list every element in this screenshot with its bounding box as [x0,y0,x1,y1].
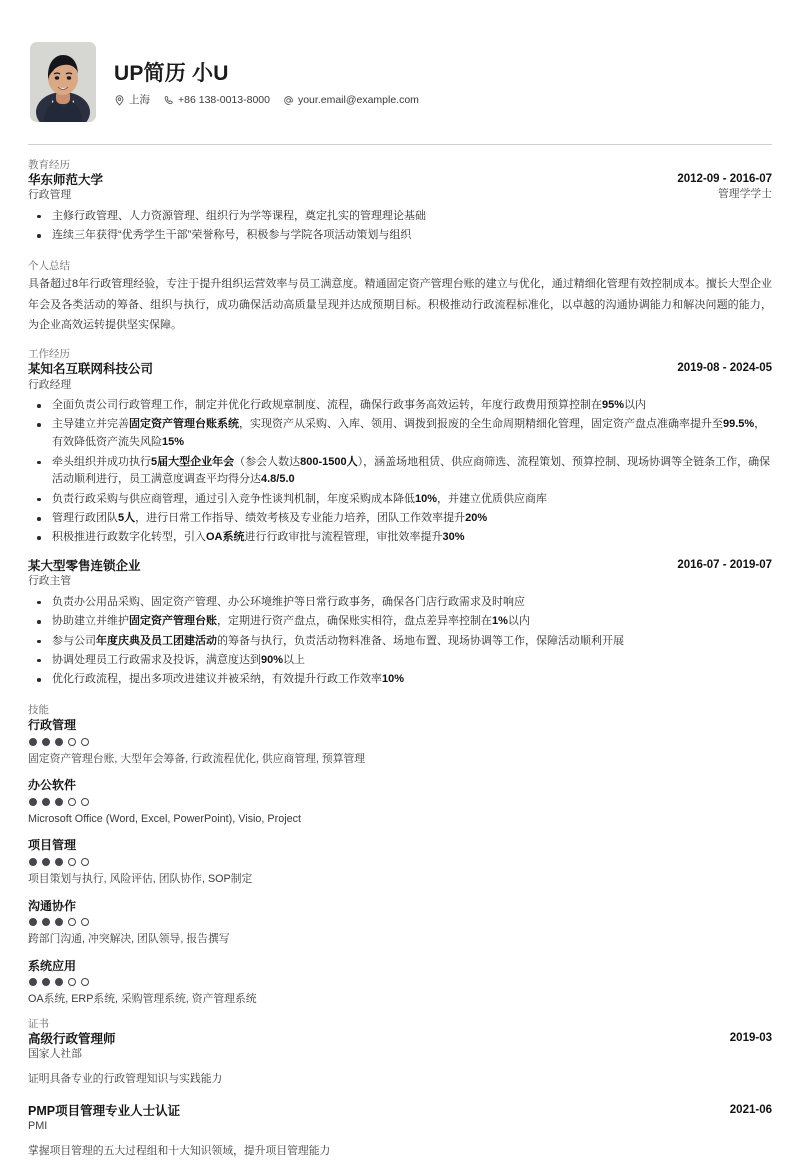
section-label-work: 工作经历 [28,348,70,361]
list-item: 全面负责公司行政管理工作，制定并优化行政规章制度、流程，确保行政事务高效运转，年度行政费用预算控制在95%以内 [28,397,772,415]
skill-item [28,717,772,767]
list-item: 牵头组织并成功执行5届大型企业年会（参会人数达800-1500人），涵盖场地租赁、供应商筛选、流程策划、预算控制、现场协调等全链条工作，确保活动顺利进行，员工满意度调查平均得分达4.8/5.0 [28,454,772,490]
work-date: 2019-08 - 2024-05 [677,362,772,375]
certificate-entry [28,1103,772,1160]
work-bullets [28,594,772,689]
education-degree: 管理学学士 [718,188,772,201]
work-company: 某大型零售连锁企业 [28,559,141,574]
skill-item [28,898,772,948]
resume-header [24,42,776,122]
certificate-entry [28,1031,772,1088]
skill-dot [29,858,37,866]
work-title: 行政经理 [28,378,72,391]
skill-dot [29,798,37,806]
certificate-date: 2021-06 [729,1103,772,1116]
email-at-icon [283,95,294,106]
list-item: 协助建立并维护固定资产管理台账，定期进行资产盘点，确保账实相符，盘点差异率控制在1%以内 [28,613,772,631]
section-education [24,159,776,245]
certificate-issuer: 国家人社部 [28,1048,82,1061]
skill-dot [42,978,50,986]
skill-dot [81,798,89,806]
skill-item [28,837,772,887]
skill-dot [55,798,63,806]
skill-name: 系统应用 [28,958,77,973]
section-label-skills: 技能 [28,704,49,717]
contact-phone-value: +86 138-0013-8000 [178,94,270,107]
list-item: 积极推进行政数字化转型，引入OA系统进行行政审批与流程管理，审批效率提升30% [28,529,772,547]
list-item: 协调处理员工行政需求及投诉，满意度达到90%以上 [28,652,772,670]
skill-name: 项目管理 [28,838,77,853]
skill-item [28,777,772,827]
skill-description: Microsoft Office (Word, Excel, PowerPoint), Visio, Project [28,812,302,825]
skill-description: OA系统, ERP系统, 采购管理系统, 资产管理系统 [28,993,257,1006]
section-summary [24,260,776,335]
section-label-education: 教育经历 [28,159,70,171]
skill-dot [81,978,89,986]
skill-dot [81,858,89,866]
skill-dot [68,798,76,806]
phone-icon [163,95,174,106]
skill-dot [29,978,37,986]
work-company: 某知名互联网科技公司 [28,362,154,377]
skill-description: 固定资产管理台账, 大型年会筹备, 行政流程优化, 供应商管理, 预算管理 [28,752,366,765]
skill-dot [42,918,50,926]
education-entry [28,172,772,245]
skill-level-dots [29,978,772,986]
skill-description: 项目策划与执行, 风险评估, 团队协作, SOP制定 [28,872,253,885]
work-title: 行政主管 [28,575,72,588]
skill-level-dots [29,918,772,926]
skill-dot [29,738,37,746]
certificate-title: PMP项目管理专业人士认证 [28,1103,181,1118]
list-item: 管理行政团队5人，进行日常工作指导、绩效考核及专业能力培养，团队工作效率提升20% [28,510,772,528]
skill-dot [42,858,50,866]
certificate-title: 高级行政管理师 [28,1031,116,1046]
skill-dot [81,738,89,746]
section-label-summary: 个人总结 [28,260,70,273]
work-entry-2 [28,558,772,689]
skill-description: 跨部门沟通, 冲突解决, 团队领导, 报告撰写 [28,932,230,945]
skill-dot [55,918,63,926]
skill-level-dots [29,798,772,806]
section-label-certificates: 证书 [28,1017,49,1030]
work-date: 2016-07 - 2019-07 [677,559,772,572]
contact-email-value: your.email@example.com [297,94,419,107]
list-item: 优化行政流程，提出多项改进建议并被采纳，有效提升行政工作效率10% [28,671,772,689]
contact-list [114,95,419,106]
list-item: 参与公司年度庆典及员工团建活动的筹备与执行，负责活动物料准备、场地布置、现场协调等工作，保障活动顺利开展 [28,633,772,651]
skill-dot [55,978,63,986]
work-bullets [28,397,772,547]
skill-name: 行政管理 [28,718,77,733]
list-item: 负责行政采购与供应商管理，通过引入竞争性谈判机制，年度采购成本降低10%，并建立优质供应商库 [28,491,772,509]
skill-dot [55,738,63,746]
contact-phone [163,95,270,106]
skill-level-dots [29,858,772,866]
skill-dot [68,918,76,926]
education-major: 行政管理 [28,189,72,202]
certificate-description: 证明具备专业的行政管理知识与实践能力 [28,1072,223,1085]
location-pin-icon [114,95,125,106]
contact-email [283,95,419,106]
certificate-description: 掌握项目管理的五大过程组和十大知识领域，提升项目管理能力 [28,1144,331,1157]
contact-location [114,95,150,106]
list-item: 连续三年获得“优秀学生干部”荣誉称号，积极参与学院各项活动策划与组织 [28,227,772,245]
page-title: UP简历 小U [114,61,229,85]
work-entry-1 [28,361,772,547]
skill-dot [42,798,50,806]
certificate-date: 2019-03 [729,1031,772,1044]
education-school: 华东师范大学 [28,173,104,188]
summary-text: 具备超过8年行政管理经验，专注于提升组织运营效率与员工满意度。精通固定资产管理台账的建立与优化，通过精细化管理有效控制成本。擅长大型企业年会及各类活动的筹备、组织与执行，成功确保活动高质量呈现并达成预期目标。积极推动行政流程标准化，以卓越的沟通协调能力和解决问题的能力，为企业高效运转提供坚实保障。 [28,278,772,331]
education-bullets [28,208,772,245]
section-certificates [24,1018,776,1160]
list-item: 主修行政管理、人力资源管理、组织行为学等课程，奠定扎实的管理理论基础 [28,208,772,226]
skill-dot [68,738,76,746]
list-item: 负责办公用品采购、固定资产管理、办公环境维护等日常行政事务，确保各门店行政需求及时响应 [28,594,772,612]
certificate-issuer: PMI [28,1120,48,1133]
education-date: 2012-09 - 2016-07 [677,173,772,186]
header-divider [28,144,772,145]
skill-level-dots [29,738,772,746]
skill-dot [29,918,37,926]
identity-block [114,58,419,106]
skill-name: 办公软件 [28,778,77,793]
skill-item [28,958,772,1008]
section-work [24,348,776,689]
skill-dot [68,858,76,866]
section-skills [24,704,776,1008]
skill-dot [81,918,89,926]
contact-location-value: 上海 [129,94,150,107]
list-item: 主导建立并完善固定资产管理台账系统，实现资产从采购、入库、领用、调拨到报废的全生命周期精细化管理，固定资产盘点准确率提升至99.5%，有效降低资产流失风险15% [28,416,772,452]
skill-name: 沟通协作 [28,898,77,913]
skill-dot [55,858,63,866]
skill-dot [68,978,76,986]
skill-dot [42,738,50,746]
avatar [30,42,96,122]
